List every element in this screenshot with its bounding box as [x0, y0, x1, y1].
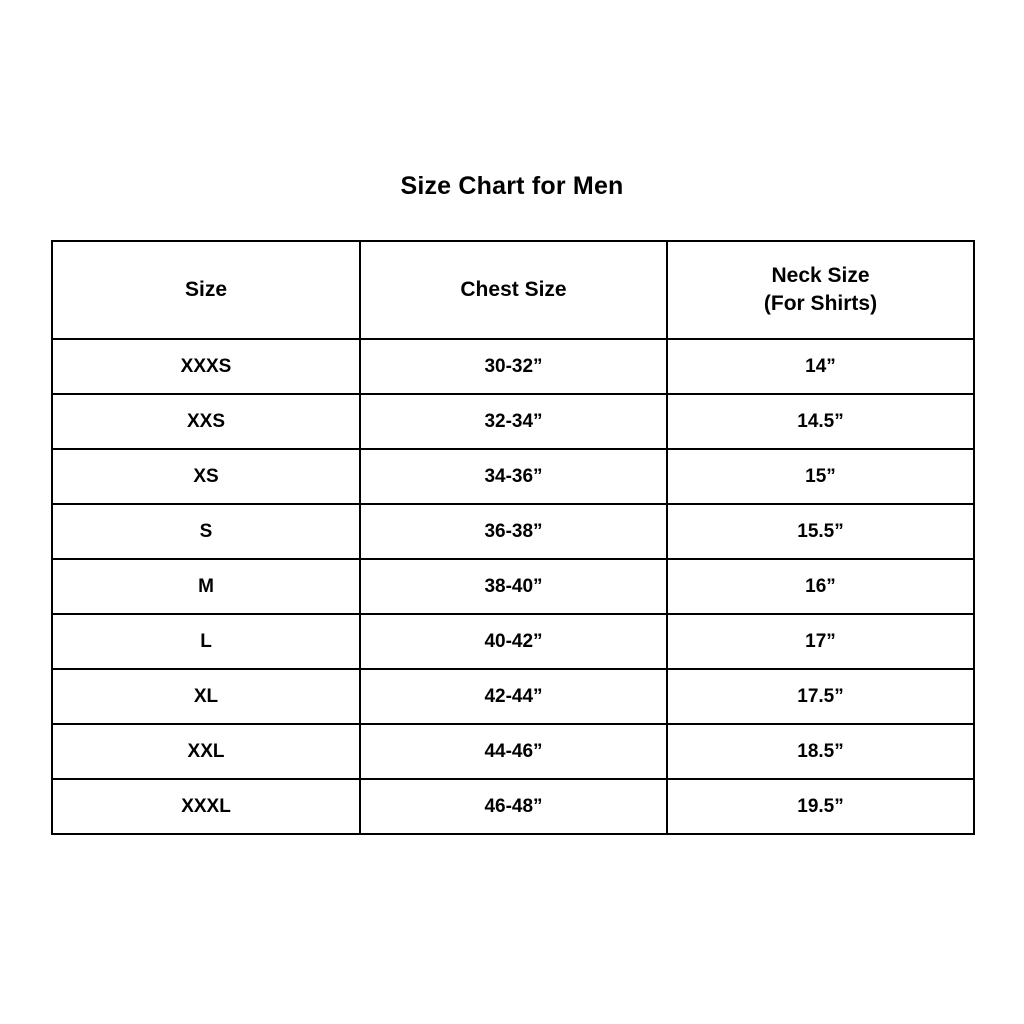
cell-size: XXS — [52, 394, 360, 449]
table-row — [52, 614, 974, 669]
cell-size: XXXS — [52, 339, 360, 394]
cell-chest-size: 42-44” — [360, 669, 667, 724]
cell-chest-size: 46-48” — [360, 779, 667, 834]
cell-neck-size: 18.5” — [667, 724, 974, 779]
table-row — [52, 394, 974, 449]
table-body — [52, 339, 974, 834]
cell-neck-size: 16” — [667, 559, 974, 614]
cell-neck-size: 17” — [667, 614, 974, 669]
table-row — [52, 779, 974, 834]
column-header-size — [52, 241, 360, 339]
cell-neck-size: 15.5” — [667, 504, 974, 559]
table-row — [52, 449, 974, 504]
cell-size: XXL — [52, 724, 360, 779]
column-header-neck-size-label: Neck Size — [771, 263, 870, 287]
column-header-neck-size — [667, 241, 974, 339]
cell-size: S — [52, 504, 360, 559]
cell-size: XL — [52, 669, 360, 724]
cell-chest-size: 32-34” — [360, 394, 667, 449]
page-title: Size Chart for Men — [400, 172, 624, 200]
column-header-size-label: Size — [184, 277, 228, 301]
column-header-neck-size-subtitle: (For Shirts) — [763, 292, 878, 315]
cell-neck-size: 15” — [667, 449, 974, 504]
table-header — [52, 241, 974, 339]
table-header-row — [52, 241, 974, 339]
table-row — [52, 724, 974, 779]
cell-neck-size: 17.5” — [667, 669, 974, 724]
table-row — [52, 559, 974, 614]
cell-size: XS — [52, 449, 360, 504]
size-table-container — [51, 240, 973, 835]
cell-neck-size: 19.5” — [667, 779, 974, 834]
cell-chest-size: 34-36” — [360, 449, 667, 504]
cell-size: XXXL — [52, 779, 360, 834]
cell-chest-size: 44-46” — [360, 724, 667, 779]
cell-chest-size: 38-40” — [360, 559, 667, 614]
table-row — [52, 669, 974, 724]
size-table — [51, 240, 975, 835]
column-header-chest-size — [360, 241, 667, 339]
cell-size: M — [52, 559, 360, 614]
cell-chest-size: 36-38” — [360, 504, 667, 559]
cell-neck-size: 14” — [667, 339, 974, 394]
cell-size: L — [52, 614, 360, 669]
cell-neck-size: 14.5” — [667, 394, 974, 449]
cell-chest-size: 30-32” — [360, 339, 667, 394]
cell-chest-size: 40-42” — [360, 614, 667, 669]
table-row — [52, 339, 974, 394]
table-row — [52, 504, 974, 559]
column-header-chest-size-label: Chest Size — [460, 277, 567, 301]
